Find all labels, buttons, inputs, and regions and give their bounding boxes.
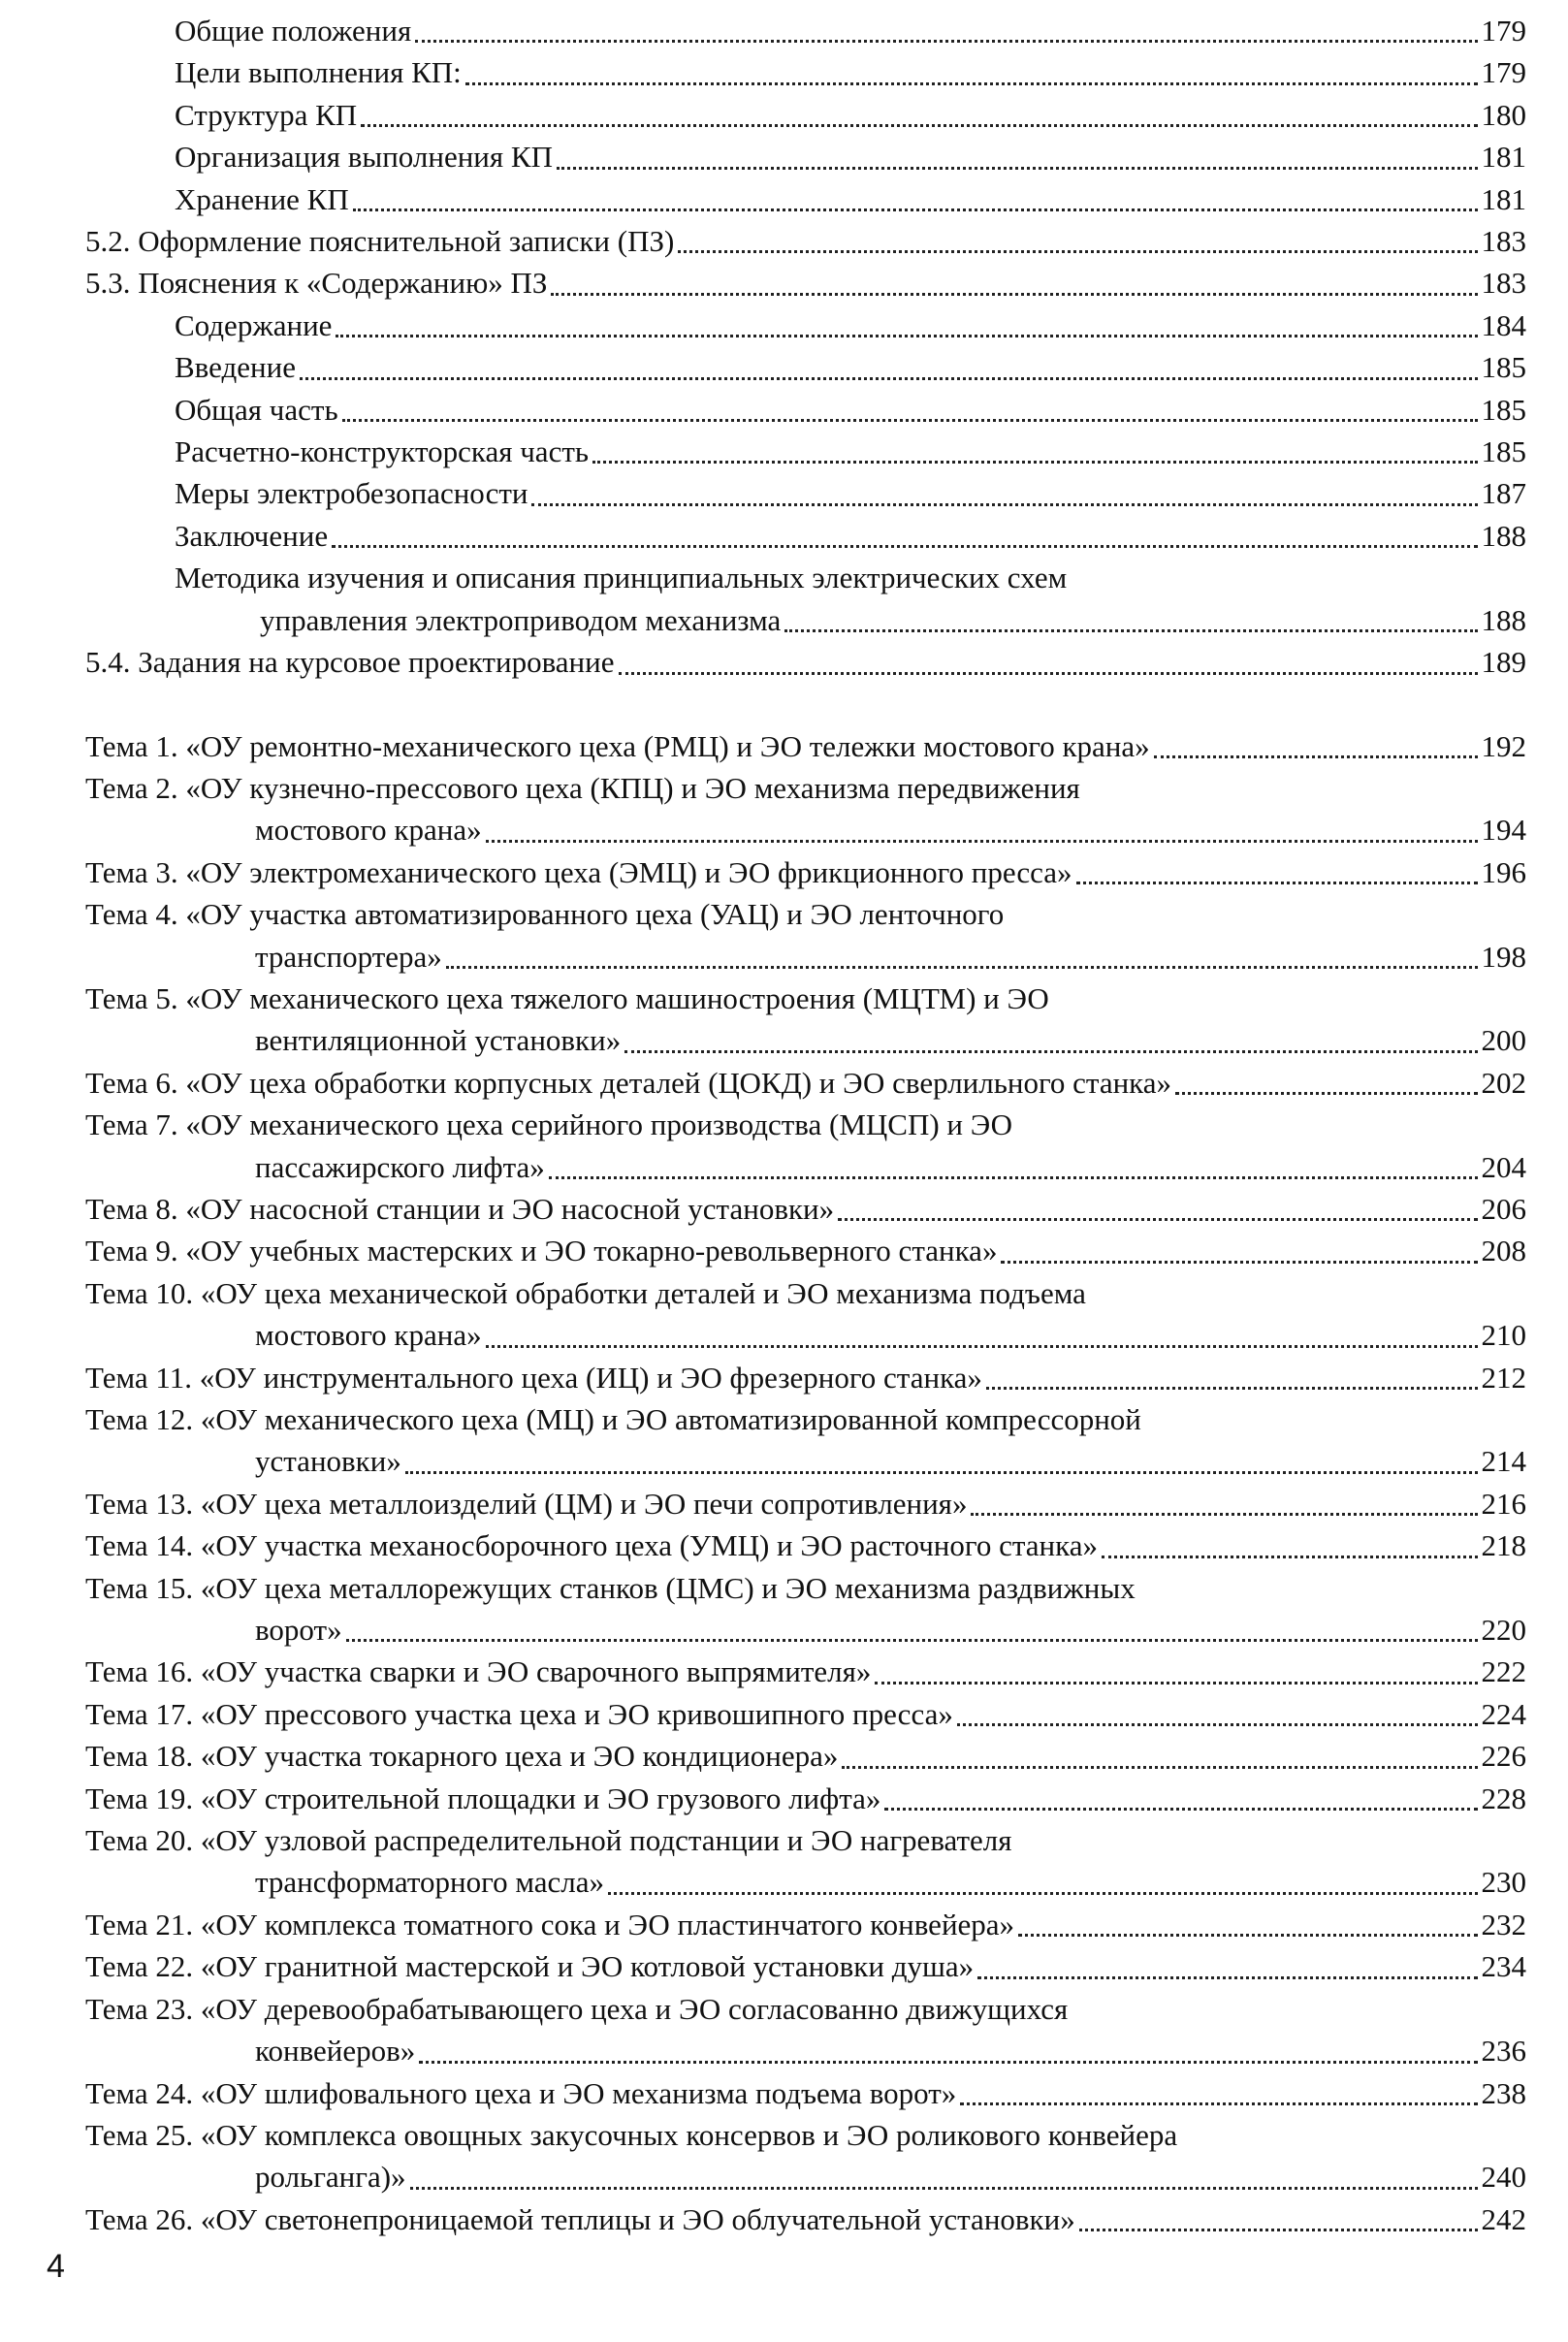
topic-entry[interactable] <box>85 1945 1526 1987</box>
topic-title: Тема 21. «ОУ комплекса томатного сока и ЭО пластинчатого конвейера» <box>85 1907 1015 1941</box>
dot-leader <box>1079 2229 1478 2231</box>
toc-entry[interactable] <box>85 599 1526 641</box>
toc-entry-page: 183 <box>1481 224 1526 259</box>
toc-entry-title: Общие положения <box>175 14 412 48</box>
topic-page: 196 <box>1481 854 1526 889</box>
toc-entry[interactable] <box>85 10 1526 51</box>
dot-leader <box>410 2187 1478 2190</box>
toc-entry-page: 179 <box>1481 14 1526 48</box>
topic-page: 200 <box>1481 1023 1526 1058</box>
topic-page: 226 <box>1481 1739 1526 1774</box>
toc-entry-page: 181 <box>1481 140 1526 175</box>
toc-entry-title: Заключение <box>175 518 329 553</box>
topic-entry[interactable] <box>85 1609 1526 1651</box>
toc-entry[interactable] <box>85 515 1526 557</box>
dot-leader <box>342 419 1478 422</box>
topic-title: Тема 19. «ОУ строительной площадки и ЭО грузового лифта» <box>85 1781 881 1815</box>
toc-entry-page: 189 <box>1481 645 1526 680</box>
dot-leader <box>1076 882 1478 884</box>
topic-title-cont: мостового крана» <box>255 813 482 848</box>
topic-entry[interactable] <box>85 809 1526 850</box>
topic-page: 230 <box>1481 1865 1526 1900</box>
topic-title[interactable]: Тема 23. «ОУ деревообрабатывающего цеха и ЭО согласованно движущихся <box>85 1991 1069 2026</box>
dot-leader <box>971 1513 1477 1516</box>
dot-leader <box>960 2102 1477 2105</box>
topic-entry[interactable] <box>85 1861 1526 1903</box>
topic-entry[interactable] <box>85 1651 1526 1692</box>
topic-page: 232 <box>1481 1907 1526 1941</box>
topic-title: Тема 8. «ОУ насосной станции и ЭО насосной установки» <box>85 1191 835 1226</box>
topic-entry[interactable] <box>85 725 1526 767</box>
toc-entry[interactable] <box>85 220 1526 262</box>
toc-entry-page: 185 <box>1481 434 1526 469</box>
dot-leader <box>361 124 1477 127</box>
dot-leader <box>332 545 1477 548</box>
topic-title: Тема 9. «ОУ учебных мастерских и ЭО токарно-револьверного станка» <box>85 1234 998 1268</box>
dot-leader <box>557 167 1478 170</box>
topic-page: 240 <box>1481 2160 1526 2195</box>
topic-title[interactable]: Тема 7. «ОУ механического цеха серийного производства (МЦСП) и ЭО <box>85 1107 1012 1142</box>
toc-entry-title: Содержание <box>175 307 333 342</box>
topic-page: 214 <box>1481 1444 1526 1479</box>
toc-entry[interactable] <box>85 305 1526 346</box>
topic-page: 202 <box>1481 1065 1526 1100</box>
dot-leader <box>1175 1092 1477 1095</box>
toc-entry-title: Введение <box>175 350 296 385</box>
dot-leader <box>842 1766 1477 1769</box>
topic-page: 216 <box>1481 1486 1526 1521</box>
topic-page: 198 <box>1481 939 1526 974</box>
toc-entry[interactable] <box>85 389 1526 431</box>
toc-entry[interactable] <box>85 178 1526 220</box>
topic-page: 222 <box>1481 1654 1526 1689</box>
toc-entry-title: Меры электробезопасности <box>175 476 528 511</box>
table-of-contents <box>85 10 1526 2240</box>
toc-entry-page: 180 <box>1481 97 1526 132</box>
topic-title-cont: вентиляционной установки» <box>255 1023 622 1058</box>
toc-entry-page: 185 <box>1481 392 1526 427</box>
dot-leader <box>592 461 1477 464</box>
toc-entry-title-cont: управления электроприводом механизма <box>260 602 782 637</box>
toc-entry[interactable] <box>85 136 1526 177</box>
dot-leader <box>465 82 1478 85</box>
toc-entry-page: 181 <box>1481 181 1526 216</box>
toc-entry-page: 188 <box>1481 518 1526 553</box>
dot-leader <box>957 1723 1478 1726</box>
toc-entry[interactable] <box>85 641 1526 683</box>
topic-entry[interactable] <box>85 2156 1526 2198</box>
topic-title: Тема 3. «ОУ электромеханического цеха (ЭМЦ) и ЭО фрикционного пресса» <box>85 854 1072 889</box>
dot-leader <box>678 250 1477 253</box>
toc-entry[interactable] <box>85 262 1526 304</box>
toc-entry-title: Цели выполнения КП: <box>175 55 462 90</box>
topic-page: 228 <box>1481 1781 1526 1815</box>
topic-page: 204 <box>1481 1149 1526 1184</box>
topic-title-cont: ворот» <box>255 1613 342 1648</box>
topic-page: 208 <box>1481 1234 1526 1268</box>
topic-title: Тема 16. «ОУ участка сварки и ЭО сварочного выпрямителя» <box>85 1654 872 1689</box>
dot-leader <box>1018 1934 1477 1937</box>
topic-title-cont: установки» <box>255 1444 401 1479</box>
topic-entry[interactable] <box>85 1230 1526 1271</box>
spacer <box>85 684 1526 725</box>
topic-title[interactable]: Тема 25. «ОУ комплекса овощных закусочных консервов и ЭО роликового конвейера <box>85 2117 1178 2152</box>
dot-leader <box>419 2061 1477 2064</box>
topic-title: Тема 18. «ОУ участка токарного цеха и ЭО кондиционера» <box>85 1739 839 1774</box>
dot-leader <box>977 1976 1477 1979</box>
topic-entry[interactable] <box>85 1440 1526 1482</box>
toc-entry-page: 183 <box>1481 266 1526 301</box>
topic-title-cont: рольганга)» <box>255 2160 406 2195</box>
topic-entry[interactable] <box>85 2030 1526 2071</box>
topic-title: Тема 22. «ОУ гранитной мастерской и ЭО котловой установки душа» <box>85 1949 975 1984</box>
dot-leader <box>486 1345 1478 1348</box>
topic-page: 220 <box>1481 1613 1526 1648</box>
dot-leader <box>346 1639 1478 1642</box>
topic-page: 210 <box>1481 1318 1526 1353</box>
toc-entry-title: Хранение КП <box>175 181 349 216</box>
toc-entry-page: 185 <box>1481 350 1526 385</box>
dot-leader <box>619 672 1478 675</box>
toc-entry-title[interactable]: Методика изучения и описания принципиальных электрических схем <box>175 561 1068 595</box>
topic-title[interactable]: Тема 10. «ОУ цеха механической обработки деталей и ЭО механизма подъема <box>85 1275 1086 1310</box>
topic-page: 218 <box>1481 1528 1526 1563</box>
topic-entry[interactable] <box>85 1146 1526 1188</box>
topic-page: 192 <box>1481 728 1526 763</box>
topic-title[interactable]: Тема 2. «ОУ кузнечно-прессового цеха (КПЦ) и ЭО механизма передвижения <box>85 770 1080 805</box>
topic-title[interactable]: Тема 4. «ОУ участка автоматизированного цеха (УАЦ) и ЭО ленточного <box>85 897 1005 932</box>
toc-entry-title: Расчетно-конструкторская часть <box>175 434 590 469</box>
toc-entry-title: 5.2. Оформление пояснительной записки (ПЗ) <box>85 224 675 259</box>
dot-leader <box>1102 1556 1478 1558</box>
toc-entry[interactable] <box>85 51 1526 93</box>
dot-leader <box>353 209 1478 211</box>
dot-leader <box>986 1387 1478 1390</box>
dot-leader <box>446 966 1478 969</box>
dot-leader <box>838 1218 1477 1221</box>
topic-title: Тема 24. «ОУ шлифовального цеха и ЭО механизма подъема ворот» <box>85 2075 957 2110</box>
topic-title: Тема 13. «ОУ цеха металлоизделий (ЦМ) и ЭО печи сопротивления» <box>85 1486 968 1521</box>
topic-title: Тема 26. «ОУ светонепроницаемой теплицы и ЭО облучательной установки» <box>85 2201 1075 2236</box>
topic-entry[interactable] <box>85 1062 1526 1104</box>
toc-entry-title: 5.4. Задания на курсовое проектирование <box>85 645 615 680</box>
toc-entry[interactable] <box>85 346 1526 388</box>
topic-entry[interactable] <box>85 1357 1526 1398</box>
topic-title-cont: конвейеров» <box>255 2034 416 2069</box>
topic-title[interactable]: Тема 15. «ОУ цеха металлорежущих станков (ЦМС) и ЭО механизма раздвижных <box>85 1570 1136 1605</box>
topic-page: 234 <box>1481 1949 1526 1984</box>
topic-entry[interactable] <box>85 1693 1526 1735</box>
topic-page: 206 <box>1481 1191 1526 1226</box>
toc-entry[interactable] <box>85 94 1526 136</box>
topic-entry[interactable] <box>85 1019 1526 1061</box>
topic-title-cont: пассажирского лифта» <box>255 1149 545 1184</box>
toc-entry-page: 184 <box>1481 307 1526 342</box>
dot-leader <box>531 503 1477 506</box>
dot-leader <box>1001 1261 1477 1264</box>
topic-page: 238 <box>1481 2075 1526 2110</box>
topic-title: Тема 6. «ОУ цеха обработки корпусных деталей (ЦОКД) и ЭО сверлильного станка» <box>85 1065 1172 1100</box>
toc-entry-page: 179 <box>1481 55 1526 90</box>
topic-page: 236 <box>1481 2034 1526 2069</box>
toc-entry-title: Организация выполнения КП <box>175 140 553 175</box>
topic-page: 212 <box>1481 1360 1526 1395</box>
toc-entry-title: Структура КП <box>175 97 358 132</box>
dot-leader <box>300 377 1478 380</box>
dot-leader <box>784 629 1477 632</box>
topic-entry[interactable] <box>85 2198 1526 2240</box>
topic-entry[interactable] <box>85 1188 1526 1230</box>
topic-title: Тема 1. «ОУ ремонтно-механического цеха (РМЦ) и ЭО тележки мостового крана» <box>85 728 1150 763</box>
topic-entry[interactable] <box>85 1524 1526 1566</box>
dot-leader <box>549 1176 1478 1179</box>
dot-leader <box>551 293 1477 296</box>
topic-entry[interactable] <box>85 851 1526 893</box>
dot-leader <box>608 1892 1478 1895</box>
topic-entry[interactable] <box>85 1904 1526 1945</box>
dot-leader <box>336 335 1477 337</box>
topic-entry[interactable] <box>85 936 1526 978</box>
topic-title: Тема 17. «ОУ прессового участка цеха и ЭО кривошипного пресса» <box>85 1696 953 1731</box>
toc-entry-title: 5.3. Пояснения к «Содержанию» ПЗ <box>85 266 548 301</box>
topic-title-cont: трансформаторного масла» <box>255 1865 604 1900</box>
dot-leader <box>415 40 1477 43</box>
dot-leader <box>405 1471 1478 1474</box>
topic-title[interactable]: Тема 12. «ОУ механического цеха (МЦ) и ЭО автоматизированной компрессорной <box>85 1402 1141 1436</box>
topic-title[interactable]: Тема 5. «ОУ механического цеха тяжелого машиностроения (МЦТМ) и ЭО <box>85 980 1049 1015</box>
dot-leader <box>624 1050 1477 1053</box>
topic-title: Тема 11. «ОУ инструментального цеха (ИЦ) и ЭО фрезерного станка» <box>85 1360 982 1395</box>
topic-entry[interactable] <box>85 1483 1526 1524</box>
toc-entry-page: 188 <box>1481 602 1526 637</box>
dot-leader <box>875 1682 1477 1684</box>
topic-page: 194 <box>1481 813 1526 848</box>
topic-entry[interactable] <box>85 1778 1526 1819</box>
toc-entry[interactable] <box>85 472 1526 514</box>
dot-leader <box>1154 755 1478 758</box>
topic-entry[interactable] <box>85 1314 1526 1356</box>
toc-entry-page: 187 <box>1481 476 1526 511</box>
topic-entry[interactable] <box>85 1735 1526 1777</box>
toc-entry-title: Общая часть <box>175 392 338 427</box>
page-number: 4 <box>47 2248 65 2285</box>
topic-title[interactable]: Тема 20. «ОУ узловой распределительной подстанции и ЭО нагревателя <box>85 1823 1012 1858</box>
toc-entry[interactable] <box>85 431 1526 472</box>
topic-page: 242 <box>1481 2201 1526 2236</box>
dot-leader <box>486 840 1478 843</box>
topic-title-cont: транспортера» <box>255 939 442 974</box>
topic-page: 224 <box>1481 1696 1526 1731</box>
topic-entry[interactable] <box>85 2072 1526 2114</box>
topic-title: Тема 14. «ОУ участка механосборочного цеха (УМЦ) и ЭО расточного станка» <box>85 1528 1098 1563</box>
dot-leader <box>884 1808 1477 1811</box>
topic-title-cont: мостового крана» <box>255 1318 482 1353</box>
